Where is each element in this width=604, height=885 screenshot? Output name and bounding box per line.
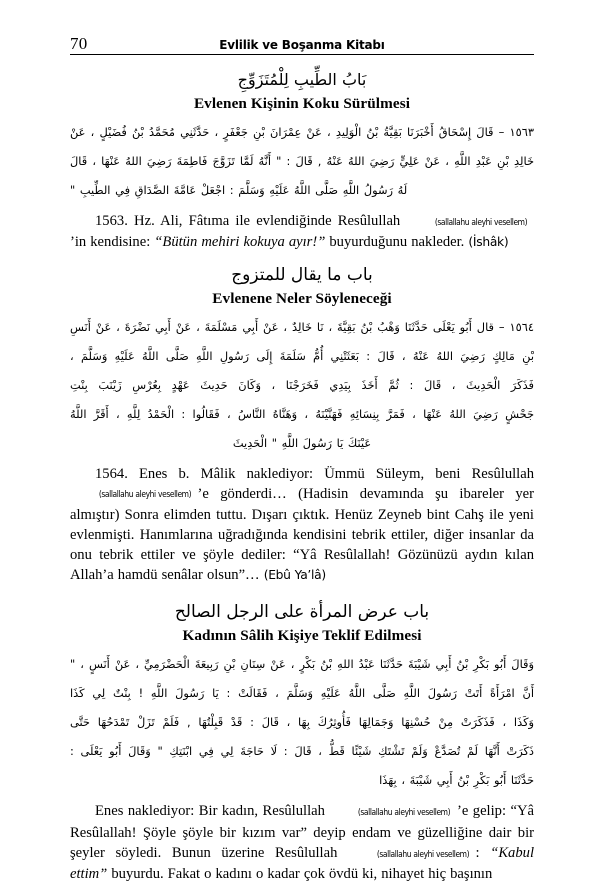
turkish-chapter-heading: Evlenen Kişinin Koku Sürülmesi (193, 95, 411, 112)
running-header (70, 0, 534, 55)
honorific-phrase: (sallallahu aleyhi vesellem) (435, 216, 528, 227)
turkish-chapter-heading: Evlenene Neler Söyleneceği (212, 289, 392, 307)
honorific-phrase: (sallallahu aleyhi vesellem) (376, 848, 470, 859)
translation-text: ’e gelip: “Yâ Resûlallah! Şöyle şöyle bir kızım var” deyip endam ve güzelliğine dair bir şeyler söyledi. Bunun üzerine Resûlullah (70, 803, 534, 862)
honorific-phrase: (sallallahu aleyhi vesellem) (98, 489, 192, 500)
arabic-hadith-block (70, 117, 534, 207)
arabic-line: ١٥٦٣ – قَالَ إِسْحَاقُ أَخْبَرَنَا بَقِيَّةُ بْنُ الْوَلِيدِ ، عَنْ عِمْرَانَ بْنِ جَعْفَرٍ ، حَدَّثَنِي مُحَمَّدُ بْنُ فُضَيْلٍ ، عَنْ (70, 125, 534, 139)
translation-text: Enes b. Mâlik naklediyor: Ümmü Süleym, beni Resûlullah (127, 465, 534, 482)
translation-text: Hz. Ali, Fâtıma ile evlendiğinde Resûlullah (127, 213, 407, 229)
source-attribution: (Ebû Ya’lâ) (263, 568, 326, 583)
hadith-number: 1564. (95, 465, 128, 482)
translation-text: ’e gönderdi… (Hadisin devamında şu ibareler yer almıştır) Sonra elimden tuttu. Dışarı çıktık. Henüz Zeyneb bint Cahş ile yeni evlenmişti. Hanımlarına uğradığında kendisini tebrik ettiler, diğer insanlar da onu tebrik ettiler ve şöyle dediler: “Yâ Resûlallah! Gözünüzü aydın kılan Allah’a hamdü senâlar olsun”… (70, 485, 534, 584)
arabic-chapter-heading: باب عرض المرأة على الرجل الصالح (174, 602, 430, 623)
arabic-line: فَذَكَرَ الْحَدِيثَ ، قَالَ : ثُمَّ أَخَذَ بِيَدِي فَخَرَجْنَا ، وَكَانَ حَدِيثَ عَهْدٍ بِعُرْسِ زَيْنَبَ بِنْتِ (70, 377, 534, 392)
arabic-hadith-block (70, 649, 534, 797)
book-title: Evlilik ve Boşanma Kitabı (219, 37, 385, 52)
arabic-hadith-block (70, 312, 534, 460)
text-column (70, 55, 534, 885)
quoted-saying: “Kabul ettim” (70, 845, 534, 883)
arabic-chapter-heading: باب ما يقال للمتزوج (231, 264, 373, 285)
turkish-translation (70, 801, 534, 884)
page-number: 70 (70, 34, 88, 53)
section-1 (70, 64, 534, 253)
translation-text: ’in kendisine: (70, 234, 155, 251)
arabic-chapter-heading: بَابُ الطِّيبِ لِلْمُتَزَوِّجِ (237, 70, 367, 89)
arabic-line: بْنِ مَالِكٍ رَضِيَ اللهُ عَنْهُ ، قَالَ : بَعَثَتْنِي أُمُّ سَلَمَةَ إِلَى رَسُولِ اللَّهِ صَلَّى اللَّهُ عَلَيْهِ وَسَلَّمَ ، (70, 348, 534, 363)
turkish-translation (70, 211, 534, 253)
arabic-line: لَهُ رَسُولُ اللَّهِ صَلَّى اللَّهُ عَلَيْهِ وَسَلَّمَ : اجْعَلْ عَامَّةَ الصَّدَاقِ فِي الطِّيبِ " (70, 183, 408, 197)
translation-text: buyurdu. Fakat o kadını o kadar çok övdü ki, nihayet hiç başının (107, 866, 493, 883)
arabic-line: أَنَّ امْرَأَةً أَتَتْ رَسُولَ اللَّهِ صَلَّى اللَّهُ عَلَيْهِ وَسَلَّمَ ، فَقَالَتْ : يَا رَسُولَ اللَّهِ ! بِنْتٌ لِي كَذَا (70, 686, 534, 701)
hadith-number: 1563. (95, 213, 128, 229)
turkish-translation (70, 464, 534, 586)
arabic-line: وَكَذَا ، فَذَكَرَتْ مِنْ حُسْنِهَا وَجَمَالِهَا فَأُوثِرُكَ بِهَا ، قَالَ : قَدْ قَبِلْتُهَا , فَلَمْ تَزَلْ تَمْدَحُهَا حَتَّى (70, 715, 534, 730)
quoted-saying: “Bütün mehiri kokuya ayır!” (154, 234, 326, 251)
section-3 (70, 596, 534, 884)
translation-text: buyurduğunu nakleder. (325, 234, 469, 251)
arabic-line: خَالِدِ بْنِ عَبْدِ اللَّهِ ، عَنْ عَلِيٍّ رَضِيَ اللهُ عَنْهُ , قَالَ : " أَنَّهُ لَمَّا تَزَوَّجَ فَاطِمَةَ رَضِيَ اللهُ عَنْهَا ، قَالَ (70, 154, 534, 168)
section-gap (70, 585, 534, 596)
arabic-line: ١٥٦٤ – قال أَبُو يَعْلَى حَدَّثَنَا وَهْبُ بْنُ بَقِيَّةَ ، نَا خَالِدٌ ، عَنْ أَبِي مَسْلَمَةَ ، عَنْ أَبِي نَضْرَةَ ، عَنْ أَنَسِ (70, 319, 534, 334)
arabic-line: عَيْنَكَ يَا رَسُولَ اللَّهِ " الْحَدِيثَ (232, 435, 372, 450)
arabic-line: ذَكَرَتْ أَنَّهَا لَمْ تُصَدَّعْ وَلَمْ تَشْتَكِ شَيْئًا قَطُّ ، قَالَ : لَا حَاجَةَ لِي فِي ابْنَتِكِ " وَقَالَ أَبُو يَعْلَى : (70, 744, 534, 759)
source-attribution: (İshâk) (468, 235, 509, 250)
section-2 (70, 259, 534, 586)
arabic-line: جَحْشٍ رَضِيَ اللهُ عَنْهَا ، فَمَرَّ بِنِسَائِهِ فَهَنَّيْنَهُ ، وَهَنَّاهُ النَّاسُ ، فَقَالُوا : الْحَمْدُ لِلَّهِ ، أَقَرَّ اللَّهُ (70, 406, 534, 421)
honorific-phrase: (sallallahu aleyhi vesellem) (358, 807, 451, 818)
turkish-chapter-heading: Kadının Sâlih Kişiye Teklif Edilmesi (182, 627, 422, 645)
translation-text: Enes naklediyor: Bir kadın, Resûlullah (95, 803, 330, 820)
arabic-line: وَقَالَ أَبُو بَكْرِ بْنُ أَبِي شَيْبَةَ حَدَّثَنَا عَبْدُ اللهِ بْنُ بَكْرٍ ، عَنْ سِنَانِ بْنِ رَبِيعَةَ الْحَضْرَمِيِّ ، عَنْ أَنَسٍ ، " (70, 657, 534, 672)
translation-text: : (475, 845, 491, 862)
arabic-line: حَدَّثَنَا أَبُو بَكْرِ بْنُ أَبِي شَيْبَةَ ، بِهَذَا (379, 773, 534, 788)
